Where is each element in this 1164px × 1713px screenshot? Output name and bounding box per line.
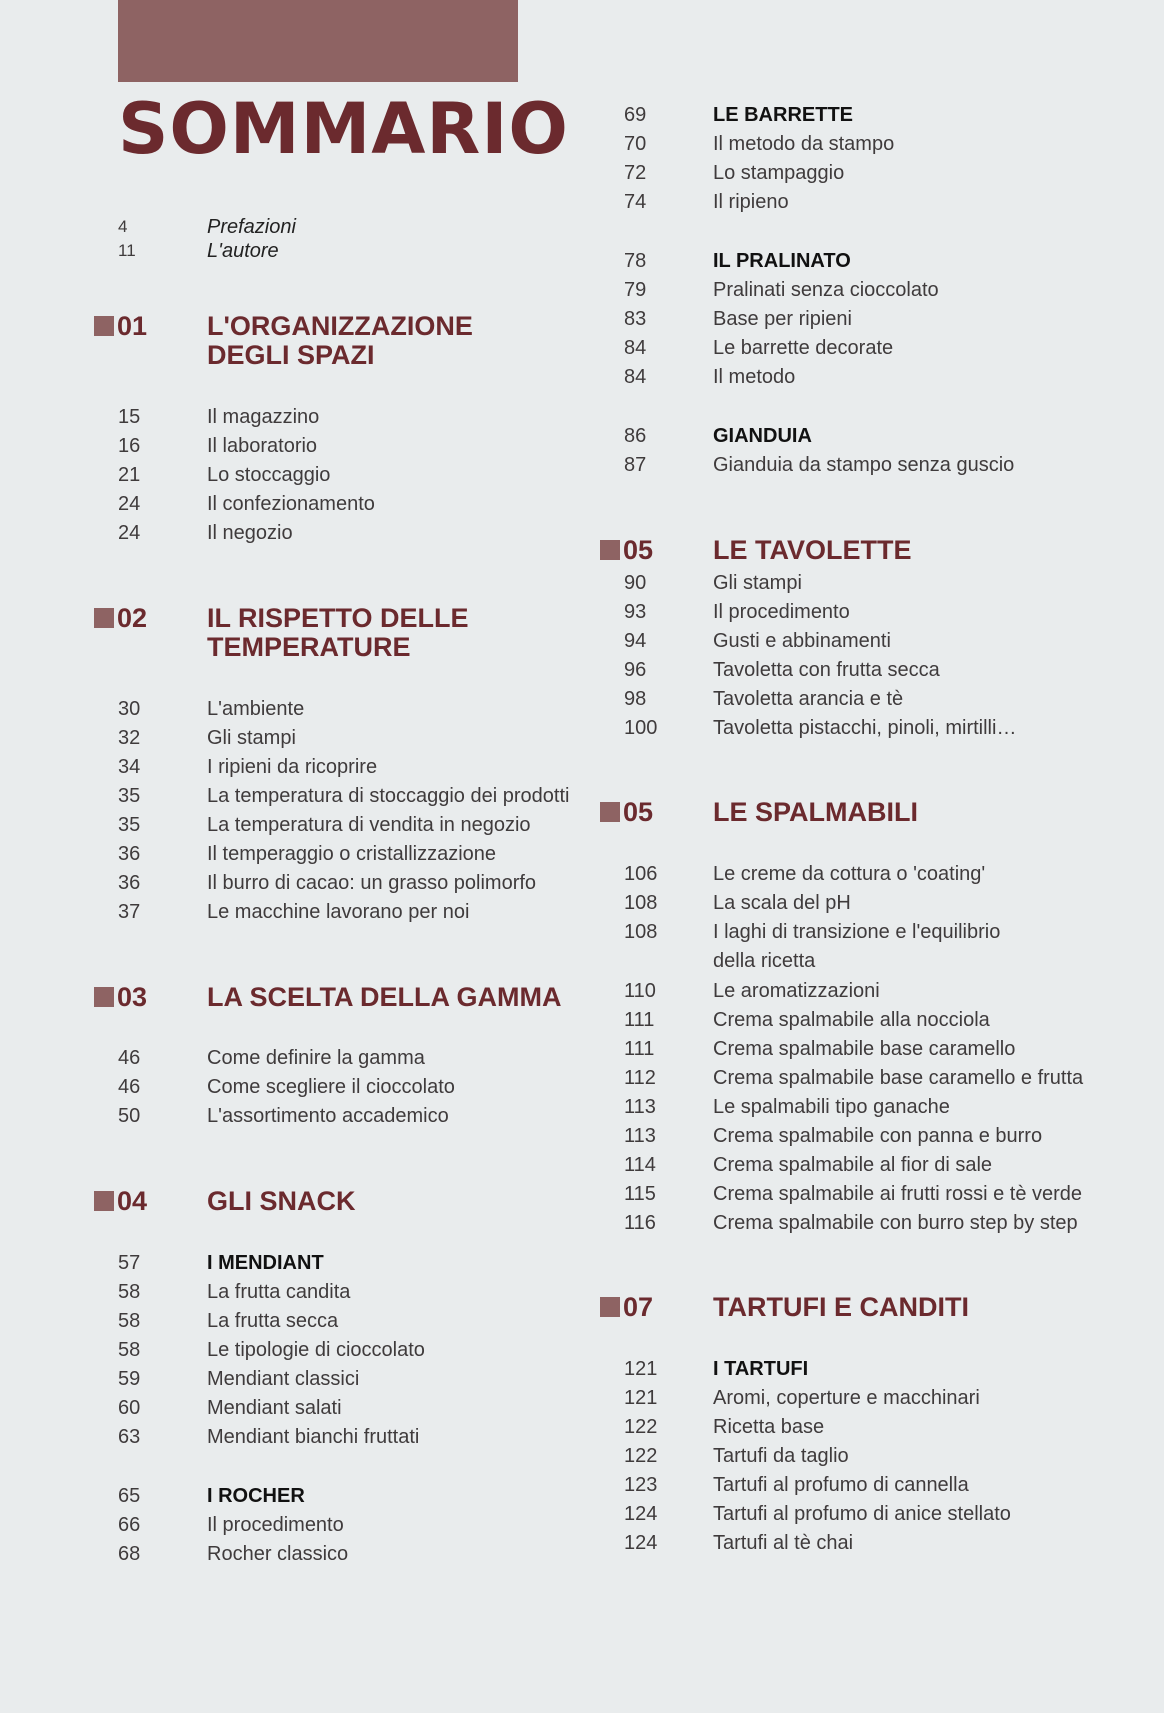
page-number: 113: [624, 1125, 656, 1147]
entry-title: Il metodo: [713, 366, 796, 388]
section-title: IL RISPETTO DELLE: [207, 603, 469, 633]
entry-title: Il magazzino: [207, 406, 320, 428]
section-number: 05: [623, 797, 654, 827]
entry-title: Il procedimento: [207, 1514, 344, 1536]
entry-title: I ROCHER: [207, 1485, 305, 1507]
page-number: 123: [624, 1474, 658, 1496]
entry-title: Le tipologie di cioccolato: [207, 1339, 425, 1361]
page-number: 36: [118, 872, 141, 894]
page-number: 36: [118, 843, 141, 865]
entry-title: Le macchine lavorano per noi: [207, 901, 470, 923]
section-title: TARTUFI E CANDITI: [713, 1292, 969, 1322]
entry-title: Rocher classico: [207, 1543, 349, 1565]
page-number: 32: [118, 727, 141, 749]
page-number: 124: [624, 1532, 658, 1554]
entry-title: Il metodo da stampo: [713, 133, 895, 155]
page-number: 15: [118, 406, 141, 428]
entry-title: Crema spalmabile con burro step by step: [713, 1212, 1078, 1234]
section-title: LA SCELTA DELLA GAMMA: [207, 982, 562, 1012]
section-marker-square: [600, 540, 620, 560]
page-number: 90: [624, 572, 647, 594]
section-title: L'ORGANIZZAZIONE: [207, 311, 473, 341]
entry-title: Gusti e abbinamenti: [713, 630, 891, 652]
entry-title: Crema spalmabile base caramello: [713, 1038, 1016, 1060]
entry-title: Ricetta base: [713, 1416, 825, 1438]
entry-title: Tartufi al profumo di anice stellato: [713, 1503, 1011, 1525]
entry-title: Tartufi al profumo di cannella: [713, 1474, 969, 1496]
entry-title: Il confezionamento: [207, 493, 375, 515]
entry-title: Crema spalmabile ai frutti rossi e tè verde: [713, 1183, 1083, 1205]
entry-title: Le creme da cottura o 'coating': [713, 863, 986, 885]
page-number: 58: [118, 1281, 141, 1303]
page-number: 21: [118, 464, 141, 486]
page-number: 4: [118, 217, 128, 236]
entry-title: L'autore: [207, 240, 279, 262]
section-marker-square: [600, 1297, 620, 1317]
entry-title: Crema spalmabile alla nocciola: [713, 1009, 990, 1031]
page-number: 37: [118, 901, 141, 923]
page-number: 30: [118, 698, 141, 720]
section-title: LE SPALMABILI: [713, 797, 918, 827]
entry-title: La temperatura di vendita in negozio: [207, 814, 531, 836]
page-number: 122: [624, 1416, 658, 1438]
header-color-bar: [118, 0, 518, 82]
page-number: 57: [118, 1252, 141, 1274]
page-number: 68: [118, 1543, 141, 1565]
entry-title: Il temperaggio o cristallizzazione: [207, 843, 497, 865]
page-number: 116: [624, 1212, 656, 1234]
entry-title: Il ripieno: [713, 191, 789, 213]
entry-title: Aromi, coperture e macchinari: [713, 1387, 980, 1409]
page-number: 72: [624, 162, 647, 184]
page-number: 34: [118, 756, 141, 778]
entry-title: Base per ripieni: [713, 308, 852, 330]
entry-title: LE BARRETTE: [713, 104, 853, 126]
page-number: 46: [118, 1076, 141, 1098]
entry-title: della ricetta: [713, 950, 816, 972]
page-number: 83: [624, 308, 647, 330]
page-number: 16: [118, 435, 141, 457]
page-number: 110: [624, 980, 656, 1002]
entry-title: Le barrette decorate: [713, 337, 894, 359]
page-number: 35: [118, 814, 141, 836]
entry-title: Mendiant salati: [207, 1397, 342, 1419]
page-number: 108: [624, 892, 658, 914]
entry-title: Crema spalmabile base caramello e frutta: [713, 1067, 1084, 1089]
page-number: 94: [624, 630, 647, 652]
entry-title: Le aromatizzazioni: [713, 980, 880, 1002]
section-number: 03: [117, 982, 148, 1012]
page-number: 60: [118, 1397, 141, 1419]
page-number: 66: [118, 1514, 141, 1536]
entry-title: I ripieni da ricoprire: [207, 756, 378, 778]
page-number: 111: [624, 1009, 655, 1031]
entry-title: Mendiant classici: [207, 1368, 360, 1390]
page-number: 122: [624, 1445, 658, 1467]
entry-title: Tavoletta pistacchi, pinoli, mirtilli…: [713, 717, 1017, 739]
entry-title: Mendiant bianchi fruttati: [207, 1426, 420, 1448]
entry-title: Tavoletta con frutta secca: [713, 659, 940, 681]
entry-title: Crema spalmabile al fior di sale: [713, 1154, 993, 1176]
section-marker-square: [600, 802, 620, 822]
entry-title: I TARTUFI: [713, 1358, 809, 1380]
entry-title: Il laboratorio: [207, 435, 318, 457]
entry-title: Gianduia da stampo senza guscio: [713, 454, 1015, 476]
page-number: 63: [118, 1426, 141, 1448]
page-number: 86: [624, 425, 647, 447]
section-title: GLI SNACK: [207, 1186, 356, 1216]
page-number: 87: [624, 454, 647, 476]
page-number: 124: [624, 1503, 658, 1525]
section-number: 02: [117, 603, 148, 633]
section-number: 01: [117, 311, 148, 341]
page-number: 11: [118, 241, 136, 260]
entry-title: Prefazioni: [207, 216, 296, 238]
section-title: DEGLI SPAZI: [207, 340, 375, 370]
page-number: 112: [624, 1067, 656, 1089]
page-number: 98: [624, 688, 647, 710]
entry-title: La temperatura di stoccaggio dei prodotti: [207, 785, 570, 807]
page-title: SOMMARIO: [118, 88, 569, 170]
entry-title: IL PRALINATO: [713, 250, 851, 272]
page-number: 65: [118, 1485, 141, 1507]
entry-title: Come definire la gamma: [207, 1047, 425, 1069]
page-number: 106: [624, 863, 658, 885]
section-number: 04: [117, 1186, 148, 1216]
entry-title: Tavoletta arancia e tè: [713, 688, 904, 710]
entry-title: Il negozio: [207, 522, 293, 544]
entry-title: Pralinati senza cioccolato: [713, 279, 939, 301]
page-number: 74: [624, 191, 647, 213]
page-number: 58: [118, 1339, 141, 1361]
entry-title: Crema spalmabile con panna e burro: [713, 1125, 1043, 1147]
page-number: 121: [624, 1358, 658, 1380]
entry-title: Lo stampaggio: [713, 162, 845, 184]
page-number: 59: [118, 1368, 141, 1390]
entry-title: Tartufi da taglio: [713, 1445, 849, 1467]
page-number: 24: [118, 493, 141, 515]
page-number: 113: [624, 1096, 656, 1118]
page-number: 100: [624, 717, 658, 739]
page-number: 24: [118, 522, 141, 544]
entry-title: Il burro di cacao: un grasso polimorfo: [207, 872, 537, 894]
section-number: 05: [623, 535, 654, 565]
entry-title: Lo stoccaggio: [207, 464, 331, 486]
entry-title: Le spalmabili tipo ganache: [713, 1096, 950, 1118]
entry-title: GIANDUIA: [713, 425, 812, 447]
section-number: 07: [623, 1292, 654, 1322]
entry-title: I laghi di transizione e l'equilibrio: [713, 921, 1001, 943]
section-marker-square: [94, 316, 114, 336]
page-number: 70: [624, 133, 647, 155]
entry-title: Come scegliere il cioccolato: [207, 1076, 455, 1098]
section-marker-square: [94, 1191, 114, 1211]
page-number: 115: [624, 1183, 656, 1205]
page-number: 79: [624, 279, 647, 301]
section-title: TEMPERATURE: [207, 632, 411, 662]
page-number: 46: [118, 1047, 141, 1069]
entry-title: Tartufi al tè chai: [713, 1532, 854, 1554]
page-number: 111: [624, 1038, 655, 1060]
entry-title: Il procedimento: [713, 601, 850, 623]
page-number: 121: [624, 1387, 658, 1409]
page-number: 69: [624, 104, 647, 126]
page-number: 114: [624, 1154, 656, 1176]
entry-title: L'ambiente: [207, 698, 305, 720]
section-title: LE TAVOLETTE: [713, 535, 912, 565]
page-number: 84: [624, 337, 647, 359]
entry-title: Gli stampi: [207, 727, 296, 749]
page-number: 93: [624, 601, 647, 623]
entry-title: Gli stampi: [713, 572, 802, 594]
entry-title: La frutta candita: [207, 1281, 351, 1303]
section-marker-square: [94, 987, 114, 1007]
page-number: 35: [118, 785, 141, 807]
entry-title: La scala del pH: [713, 892, 851, 914]
page-number: 84: [624, 366, 647, 388]
page-number: 108: [624, 921, 658, 943]
page-number: 58: [118, 1310, 141, 1332]
page-number: 50: [118, 1105, 141, 1127]
page-number: 96: [624, 659, 647, 681]
section-marker-square: [94, 608, 114, 628]
entry-title: L'assortimento accademico: [207, 1105, 449, 1127]
page-number: 78: [624, 250, 647, 272]
entry-title: I MENDIANT: [207, 1252, 324, 1274]
entry-title: La frutta secca: [207, 1310, 339, 1332]
